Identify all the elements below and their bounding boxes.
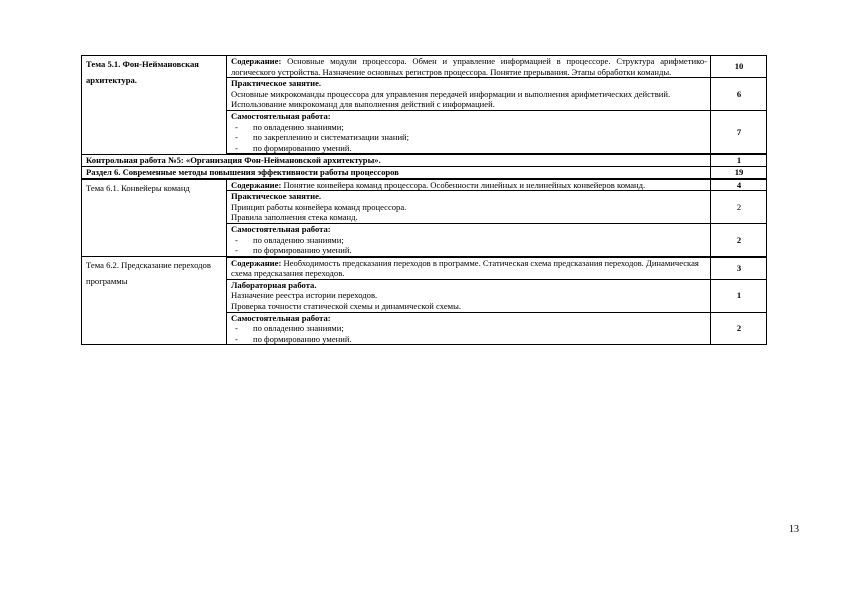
content-text: Основные модули процессора. Обмен и управление информацией в процессоре. Структура арифметико-логического устройства. Назначение основных регистров процессора. Понятие прерывания. Этапы обработки команды. <box>231 56 707 77</box>
topic-6-1-self-work <box>227 223 711 256</box>
hours-cell: 4 <box>711 179 767 191</box>
list-item: - по формированию умений. <box>235 333 352 344</box>
table-row <box>82 179 767 191</box>
content-text: Понятие конвейера команд процессора. Особенности линейных и нелинейных конвейеров команд. <box>281 179 646 190</box>
list-item: - по овладению знаниями; <box>235 121 344 132</box>
hours-cell: 3 <box>711 257 767 280</box>
topic-6-1-practice <box>227 191 711 224</box>
hours-cell: 6 <box>711 78 767 111</box>
content-label: Содержание: <box>231 257 282 268</box>
practice-line: Основные микрокоманды процессора для управления передачей информации и выполнения арифметических действий. <box>231 88 671 99</box>
list-item: - по овладению знаниями; <box>235 234 344 245</box>
practice-line: Принцип работы конвейера команд процессора. <box>231 201 407 212</box>
lab-label: Лабораторная работа. <box>231 279 317 290</box>
list-item: - по формированию умений. <box>235 142 352 153</box>
table-row <box>82 154 767 166</box>
hours-cell: 2 <box>711 191 767 224</box>
hours-cell: 1 <box>711 279 767 312</box>
table-row <box>82 56 767 78</box>
table-row <box>82 257 767 280</box>
control-work-title: Контрольная работа №5: «Организация Фон-Неймановской архитектуры». <box>82 154 711 166</box>
lab-line: Проверка точности статической схемы и динамической схемы. <box>231 301 461 312</box>
table-row <box>82 166 767 178</box>
content-label: Содержание: <box>231 56 282 66</box>
self-work-label: Самостоятельная работа: <box>231 312 331 323</box>
topic-6-2-title: Тема 6.2. Предсказание переходов программы <box>82 257 227 345</box>
topic-5-1-title: Тема 5.1. Фон-Неймановская архитектура. <box>82 56 227 155</box>
topic-6-2-lab <box>227 279 711 312</box>
topic-6-2-self-work <box>227 312 711 345</box>
page-number: 13 <box>789 524 799 535</box>
practice-line: Использование микрокоманд для выполнения действий с информацией. <box>231 99 495 110</box>
hours-cell: 2 <box>711 223 767 256</box>
topic-6-1-content <box>227 179 711 191</box>
list-item: - по формированию умений. <box>235 245 352 256</box>
curriculum-table <box>81 55 767 345</box>
content-label: Содержание: <box>231 179 282 190</box>
practice-label: Практическое занятие. <box>231 78 322 89</box>
list-item: - по закреплению и систематизации знаний; <box>235 132 410 143</box>
topic-5-1-practice <box>227 78 711 111</box>
self-work-label: Самостоятельная работа: <box>231 110 331 121</box>
topic-5-1-content <box>227 56 711 78</box>
hours-cell: 2 <box>711 312 767 345</box>
topic-6-1-title: Тема 6.1. Конвейеры команд <box>82 179 227 257</box>
content-text: Необходимость предсказания переходов в программе. Статическая схема предсказания переходов. Динамическая схема предсказания переходов. <box>231 257 699 279</box>
section-6-title: Раздел 6. Современные методы повышения эффективности работы процессоров <box>82 166 711 178</box>
hours-cell: 19 <box>711 166 767 178</box>
topic-5-1-self-work <box>227 110 711 154</box>
hours-cell: 10 <box>711 56 767 78</box>
self-work-label: Самостоятельная работа: <box>231 223 331 234</box>
topic-6-2-content <box>227 257 711 280</box>
list-item: - по овладению знаниями; <box>235 323 344 334</box>
practice-label: Практическое занятие. <box>231 191 322 202</box>
lab-line: Назначение реестра истории переходов. <box>231 290 378 301</box>
practice-line: Правила заполнения стека команд. <box>231 212 358 223</box>
hours-cell: 7 <box>711 110 767 154</box>
hours-cell: 1 <box>711 154 767 166</box>
